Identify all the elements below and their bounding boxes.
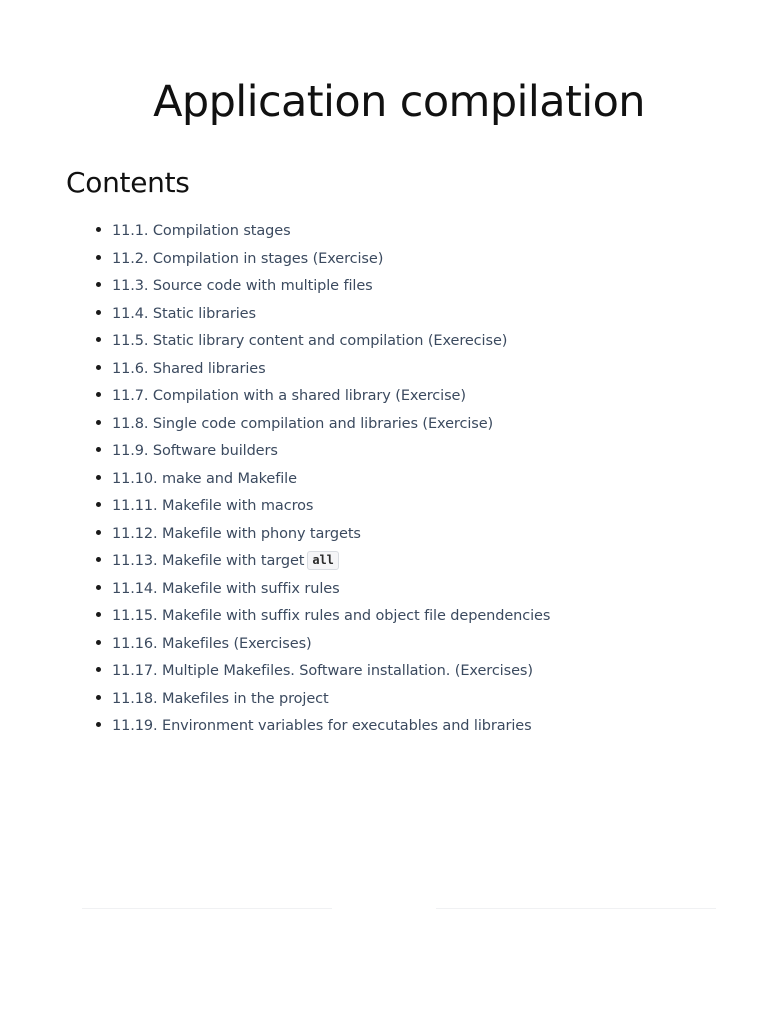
bullet-icon	[96, 722, 101, 727]
bullet-icon	[96, 227, 101, 232]
toc-link-compilation-stages[interactable]: 11.1. Compilation stages	[112, 223, 291, 239]
toc-item-11-17	[92, 656, 732, 684]
inline-code: all	[307, 551, 338, 570]
toc-item-11-7	[92, 381, 732, 409]
toc-link-makefile-macros[interactable]: 11.11. Makefile with macros	[112, 498, 314, 514]
toc-item-11-2	[92, 244, 732, 272]
bullet-icon	[96, 420, 101, 425]
footer-divider	[82, 908, 332, 909]
bullet-icon	[96, 612, 101, 617]
toc-item-11-18	[92, 684, 732, 712]
toc-link-static-libraries[interactable]: 11.4. Static libraries	[112, 305, 256, 322]
toc-item-11-11	[92, 491, 732, 519]
toc-link-environment-variables[interactable]: 11.19. Environment variables for executables and libraries	[112, 718, 532, 734]
footer-divider	[436, 908, 716, 909]
toc-link-makefile-suffix-rules[interactable]: 11.14. Makefile with suffix rules	[112, 580, 340, 597]
toc-item-11-14	[92, 574, 732, 602]
bullet-icon	[96, 502, 101, 507]
toc-item-11-4	[92, 299, 732, 327]
toc-item-11-12	[92, 519, 732, 547]
bullet-icon	[96, 447, 101, 452]
toc-link-shared-libraries[interactable]: 11.6. Shared libraries	[112, 360, 266, 377]
toc-link-single-code-compilation[interactable]: 11.8. Single code compilation and libraries (Exercise)	[112, 415, 494, 432]
bullet-icon	[96, 282, 101, 287]
table-of-contents	[92, 216, 732, 739]
contents-heading: Contents	[66, 166, 190, 199]
bullet-icon	[96, 365, 101, 370]
bullet-icon	[96, 337, 101, 342]
toc-item-11-3	[92, 271, 732, 299]
toc-item-11-8	[92, 409, 732, 437]
bullet-icon	[96, 557, 101, 562]
bullet-icon	[96, 310, 101, 315]
toc-link-source-code-multiple-files[interactable]: 11.3. Source code with multiple files	[112, 278, 373, 294]
toc-link-label: 11.13. Makefile with target	[112, 553, 305, 569]
toc-link-make-and-makefile[interactable]: 11.10. make and Makefile	[112, 470, 297, 487]
toc-link-makefiles-exercises[interactable]: 11.16. Makefiles (Exercises)	[112, 635, 312, 652]
toc-item-11-9	[92, 436, 732, 464]
bullet-icon	[96, 392, 101, 397]
toc-item-11-6	[92, 354, 732, 382]
bullet-icon	[96, 475, 101, 480]
toc-link-multiple-makefiles[interactable]: 11.17. Multiple Makefiles. Software installation. (Exercises)	[112, 663, 533, 679]
bullet-icon	[96, 585, 101, 590]
toc-item-11-10	[92, 464, 732, 492]
toc-link-static-library-content[interactable]: 11.5. Static library content and compilation (Exerecise)	[112, 333, 508, 349]
toc-link-compilation-in-stages[interactable]: 11.2. Compilation in stages (Exercise)	[112, 250, 384, 267]
toc-link-software-builders[interactable]: 11.9. Software builders	[112, 443, 278, 459]
toc-item-11-1	[92, 216, 732, 244]
toc-item-11-19	[92, 711, 732, 739]
bullet-icon	[96, 667, 101, 672]
toc-link-compilation-shared-library[interactable]: 11.7. Compilation with a shared library (Exercise)	[112, 388, 466, 404]
toc-link-makefiles-in-project[interactable]: 11.18. Makefiles in the project	[112, 690, 329, 707]
toc-link-makefile-target-all[interactable]	[112, 553, 339, 569]
toc-item-11-13	[92, 546, 732, 574]
page-title: Application compilation	[153, 77, 645, 127]
bullet-icon	[96, 530, 101, 535]
bullet-icon	[96, 255, 101, 260]
toc-link-makefile-phony-targets[interactable]: 11.12. Makefile with phony targets	[112, 525, 361, 542]
bullet-icon	[96, 695, 101, 700]
toc-item-11-5	[92, 326, 732, 354]
bullet-icon	[96, 640, 101, 645]
toc-link-makefile-suffix-rules-dependencies[interactable]: 11.15. Makefile with suffix rules and object file dependencies	[112, 608, 551, 624]
toc-item-11-15	[92, 601, 732, 629]
toc-item-11-16	[92, 629, 732, 657]
